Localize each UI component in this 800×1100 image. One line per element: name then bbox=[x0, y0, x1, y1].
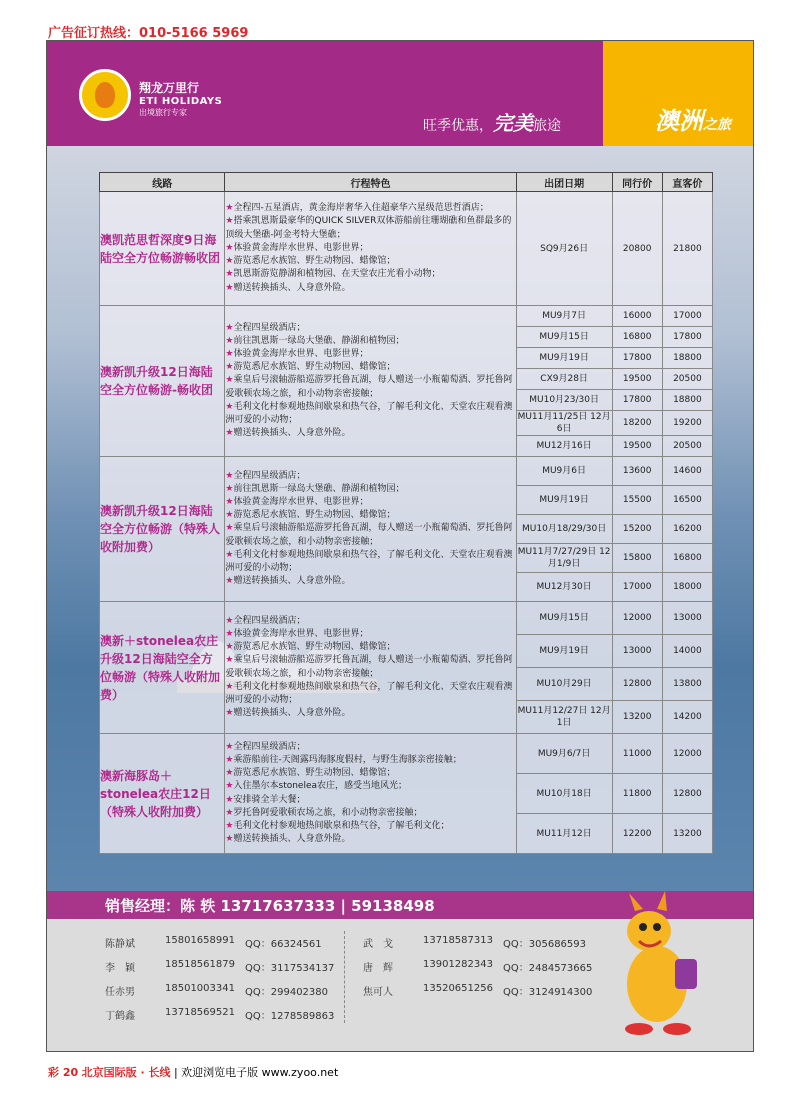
feature-item: ★赠送转换插头、人身意外险。 bbox=[225, 834, 351, 845]
peer-price: 16800 bbox=[612, 327, 662, 348]
departure-date: MU9月19日 bbox=[516, 348, 612, 369]
direct-price: 18800 bbox=[662, 390, 712, 411]
direct-price: 18000 bbox=[662, 573, 712, 602]
contact-phone: 18518561879 bbox=[165, 959, 235, 970]
direct-price: 21800 bbox=[662, 192, 712, 306]
departure-date: MU11月12日 bbox=[516, 814, 612, 854]
feature-item: ★赠送转换插头、人身意外险。 bbox=[225, 428, 351, 439]
route-name: 澳新海豚岛＋stonelea农庄12日（特殊人收附加费） bbox=[100, 734, 225, 854]
table-row bbox=[100, 306, 713, 327]
feature-item: ★体验黄金海岸水世界、电影世界； bbox=[225, 496, 369, 507]
feature-item: ★游览悉尼水族馆、野生动物园、蜡像馆； bbox=[225, 768, 396, 779]
feature-item: ★搭乘凯恩斯最豪华的QUICK SILVER双体游船前往珊瑚礁和鱼群最多的顶级大堡礁-阿金考特大堡礁； bbox=[225, 216, 512, 240]
edition-label: 北京国际版 · 长线 bbox=[81, 1066, 171, 1079]
feature-item: ★全程四星级酒店； bbox=[225, 615, 306, 626]
table-row bbox=[100, 192, 713, 306]
feature-item: ★凯恩斯游览静湖和植物园、在天堂农庄光看小动物； bbox=[225, 269, 441, 280]
departure-date: CX9月28日 bbox=[516, 369, 612, 390]
slogan-part: 旅途 bbox=[533, 118, 561, 134]
direct-price: 14000 bbox=[662, 635, 712, 668]
feature-item: ★乘皇后号滚轴游船巡游罗托鲁瓦湖，每人赠送一小瓶葡萄酒、罗托鲁阿爱歌顿农场之旅，和小动物亲密接触； bbox=[225, 655, 513, 679]
feature-item: ★全程四星级酒店； bbox=[225, 741, 306, 752]
table-row bbox=[100, 457, 713, 486]
feature-item: ★游览悉尼水族馆、野生动物园、蜡像馆； bbox=[225, 362, 396, 373]
contact-phone: 13718587313 bbox=[423, 935, 493, 946]
peer-price: 16000 bbox=[612, 306, 662, 327]
peer-price: 12800 bbox=[612, 668, 662, 701]
direct-price: 16500 bbox=[662, 486, 712, 515]
contact-qq: QQ：299402380 bbox=[245, 987, 329, 998]
departure-date: MU10月29日 bbox=[516, 668, 612, 701]
feature-item: ★体验黄金海岸水世界、电影世界； bbox=[225, 242, 369, 253]
feature-item: ★乘游船前往-天阁露玛海豚度假村，与野生海豚亲密接触； bbox=[225, 754, 462, 765]
contact-name: 武 戈 bbox=[363, 939, 393, 950]
departure-date: MU11月11/25日 12月6日 bbox=[517, 412, 611, 434]
brand-block bbox=[139, 79, 222, 118]
peer-price: 19500 bbox=[612, 436, 662, 457]
route-name: 澳凯范思哲深度9日海陆空全方位畅游畅收团 bbox=[100, 192, 225, 306]
direct-price: 13800 bbox=[662, 668, 712, 701]
feature-item: ★赠送转换插头、人身意外险。 bbox=[225, 282, 351, 293]
direct-price: 13000 bbox=[662, 602, 712, 635]
slogan-emphasis: 完美 bbox=[493, 111, 533, 135]
feature-item: ★前往凯恩斯一绿岛大堡礁、静湖和植物园； bbox=[225, 335, 405, 346]
contact-name: 陈静斌 bbox=[105, 939, 135, 950]
route-name: 澳新＋stonelea农庄升级12日海陆空全方位畅游（特殊人收附加费） bbox=[100, 602, 225, 734]
peer-price: 12200 bbox=[612, 814, 662, 854]
route-features bbox=[225, 457, 516, 602]
col-peer-price: 同行价 bbox=[612, 173, 662, 192]
peer-price: 13200 bbox=[612, 701, 662, 734]
contact-qq: QQ：1278589863 bbox=[245, 1011, 335, 1022]
contact-phone: 15801658991 bbox=[165, 935, 235, 946]
contact-name: 李 颖 bbox=[105, 963, 135, 974]
feature-item: ★全程四星级酒店； bbox=[225, 322, 306, 333]
departure-date: MU10月18日 bbox=[516, 774, 612, 814]
direct-price: 17000 bbox=[662, 306, 712, 327]
departure-date: MU10月23/30日 bbox=[516, 390, 612, 411]
peer-price: 11000 bbox=[612, 734, 662, 774]
departure-date: MU12月30日 bbox=[516, 573, 612, 602]
feature-item: ★乘皇后号滚轴游船巡游罗托鲁瓦湖，每人赠送一小瓶葡萄酒、罗托鲁阿爱歌顿农场之旅，和小动物亲密接触； bbox=[225, 375, 513, 399]
feature-item: ★毛利文化村参观地热间歇泉和热气谷，了解毛利文化、天堂农庄观看澳洲可爱的小动物； bbox=[225, 401, 513, 425]
table-row bbox=[100, 734, 713, 774]
feature-item: ★全程四-五星酒店，黄金海岸奢华入住超豪华六星级范思哲酒店； bbox=[225, 203, 489, 214]
direct-price: 13200 bbox=[662, 814, 712, 854]
feature-item: ★全程四星级酒店； bbox=[225, 470, 306, 481]
peer-price: 15500 bbox=[612, 486, 662, 515]
feature-item: ★入住墨尔本stonelea农庄，感受当地风光； bbox=[225, 781, 408, 792]
route-name: 澳新凯升级12日海陆空全方位畅游（特殊人收附加费） bbox=[100, 457, 225, 602]
peer-price: 12000 bbox=[612, 602, 662, 635]
route-features bbox=[225, 602, 516, 734]
direct-price: 17800 bbox=[662, 327, 712, 348]
feature-item: ★罗托鲁阿爱歌顿农场之旅，和小动物亲密接触； bbox=[225, 807, 423, 818]
peer-price: 13600 bbox=[612, 457, 662, 486]
direct-price: 12800 bbox=[662, 774, 712, 814]
page-frame bbox=[46, 40, 754, 1052]
contact-qq: QQ：3117534137 bbox=[245, 963, 335, 974]
feature-item: ★毛利文化村参观地热间歇泉和热气谷，了解毛利文化、天堂农庄观看澳洲可爱的小动物； bbox=[225, 549, 513, 573]
feature-item: ★游览悉尼水族馆、野生动物园、蜡像馆； bbox=[225, 642, 396, 653]
contact-qq: QQ：3124914300 bbox=[503, 987, 593, 998]
australia-trip-title bbox=[655, 101, 731, 136]
title-main: 澳洲 bbox=[655, 107, 703, 135]
divider bbox=[344, 931, 346, 1023]
departure-date: MU11月12/27日 12月1日 bbox=[516, 701, 612, 734]
feature-item: ★毛利文化村参观地热间歇泉和热气谷，了解毛利文化； bbox=[225, 820, 450, 831]
peer-price: 19500 bbox=[612, 369, 662, 390]
sales-manager-text: 销售经理：陈 轶 13717637333 | 59138498 bbox=[105, 897, 435, 915]
feature-item: ★前往凯恩斯一绿岛大堡礁、静湖和植物园； bbox=[225, 483, 405, 494]
departure-date: MU10月18/29/30日 bbox=[516, 515, 612, 544]
contact-qq: QQ：305686593 bbox=[503, 939, 587, 950]
peer-price: 17000 bbox=[612, 573, 662, 602]
route-price-table bbox=[99, 172, 713, 854]
brand-tagline: 出境旅行专家 bbox=[139, 108, 187, 117]
direct-price: 20500 bbox=[662, 436, 712, 457]
direct-price: 19200 bbox=[662, 411, 712, 436]
kangaroo-mascot-icon bbox=[599, 889, 709, 1039]
col-direct-price: 直客价 bbox=[662, 173, 712, 192]
contact-phone: 18501003341 bbox=[165, 983, 235, 994]
page-footer bbox=[48, 1064, 338, 1080]
peer-price: 20800 bbox=[612, 192, 662, 306]
direct-price: 20500 bbox=[662, 369, 712, 390]
departure-date: SQ9月26日 bbox=[516, 192, 612, 306]
contact-name: 唐 辉 bbox=[363, 963, 393, 974]
peer-price: 17800 bbox=[612, 390, 662, 411]
col-features: 行程特色 bbox=[225, 173, 516, 192]
route-name: 澳新凯升级12日海陆空全方位畅游-畅收团 bbox=[100, 306, 225, 457]
title-suffix: 之旅 bbox=[703, 117, 731, 133]
ad-hotline: 广告征订热线：010-5166 5969 bbox=[48, 26, 249, 41]
direct-price: 14200 bbox=[662, 701, 712, 734]
direct-price: 12000 bbox=[662, 734, 712, 774]
peer-price: 13000 bbox=[612, 635, 662, 668]
route-features bbox=[225, 734, 516, 854]
contact-qq: QQ：2484573665 bbox=[503, 963, 593, 974]
feature-item: ★游览悉尼水族馆、野生动物园、蜡像馆； bbox=[225, 510, 396, 521]
contact-name: 任赤男 bbox=[105, 987, 135, 998]
route-features bbox=[225, 192, 516, 306]
slogan bbox=[423, 107, 561, 136]
feature-item: ★乘皇后号滚轴游船巡游罗托鲁瓦湖，每人赠送一小瓶葡萄酒、罗托鲁阿爱歌顿农场之旅，和小动物亲密接触； bbox=[225, 523, 513, 547]
header-banner bbox=[47, 41, 753, 146]
peer-price: 15800 bbox=[612, 544, 662, 573]
kangaroo-logo-icon bbox=[79, 69, 131, 121]
route-features bbox=[225, 306, 516, 457]
footer-link-text: | 欢迎浏览电子版 www.zyoo.net bbox=[173, 1066, 339, 1079]
contact-name: 丁鹤鑫 bbox=[105, 1011, 135, 1022]
feature-item: ★安排骑全羊大餐； bbox=[225, 794, 306, 805]
contact-phone: 13520651256 bbox=[423, 983, 493, 994]
contact-phone: 13718569521 bbox=[165, 1007, 235, 1018]
feature-item: ★体验黄金海岸水世界、电影世界； bbox=[225, 348, 369, 359]
peer-price: 18200 bbox=[612, 411, 662, 436]
feature-item: ★赠送转换插头、人身意外险。 bbox=[225, 708, 351, 719]
direct-price: 16200 bbox=[662, 515, 712, 544]
contact-phone: 13901282343 bbox=[423, 959, 493, 970]
peer-price: 15200 bbox=[612, 515, 662, 544]
feature-item: ★毛利文化村参观地热间歇泉和热气谷，了解毛利文化、天堂农庄观看澳洲可爱的小动物； bbox=[225, 681, 513, 705]
departure-date: MU9月6日 bbox=[516, 457, 612, 486]
brand-english: ETI HOLIDAYS bbox=[139, 96, 223, 107]
departure-date: MU9月15日 bbox=[516, 602, 612, 635]
departure-date: MU9月7日 bbox=[516, 306, 612, 327]
col-route: 线路 bbox=[100, 173, 225, 192]
col-date: 出团日期 bbox=[516, 173, 612, 192]
feature-item: ★游览悉尼水族馆、野生动物园、蜡像馆； bbox=[225, 256, 396, 267]
departure-date: MU12月16日 bbox=[516, 436, 612, 457]
table-header-row bbox=[100, 173, 713, 192]
direct-price: 18800 bbox=[662, 348, 712, 369]
departure-date: MU11月7/27/29日 12月1/9日 bbox=[516, 544, 612, 573]
peer-price: 17800 bbox=[612, 348, 662, 369]
departure-date: MU9月15日 bbox=[516, 327, 612, 348]
departure-date: MU9月19日 bbox=[516, 486, 612, 515]
contact-qq: QQ：66324561 bbox=[245, 939, 322, 950]
departure-date: MU9月6/7日 bbox=[516, 734, 612, 774]
peer-price: 11800 bbox=[612, 774, 662, 814]
contact-name: 焦可人 bbox=[363, 987, 393, 998]
direct-price: 16800 bbox=[662, 544, 712, 573]
table-row bbox=[100, 602, 713, 635]
page-number: 彩 20 bbox=[48, 1066, 79, 1079]
departure-date: MU9月19日 bbox=[516, 635, 612, 668]
feature-item: ★体验黄金海岸水世界、电影世界； bbox=[225, 628, 369, 639]
slogan-part: 旺季优惠， bbox=[423, 118, 493, 134]
brand-name: 翔龙万里行 bbox=[139, 81, 200, 95]
feature-item: ★赠送转换插头、人身意外险。 bbox=[225, 576, 351, 587]
direct-price: 14600 bbox=[662, 457, 712, 486]
